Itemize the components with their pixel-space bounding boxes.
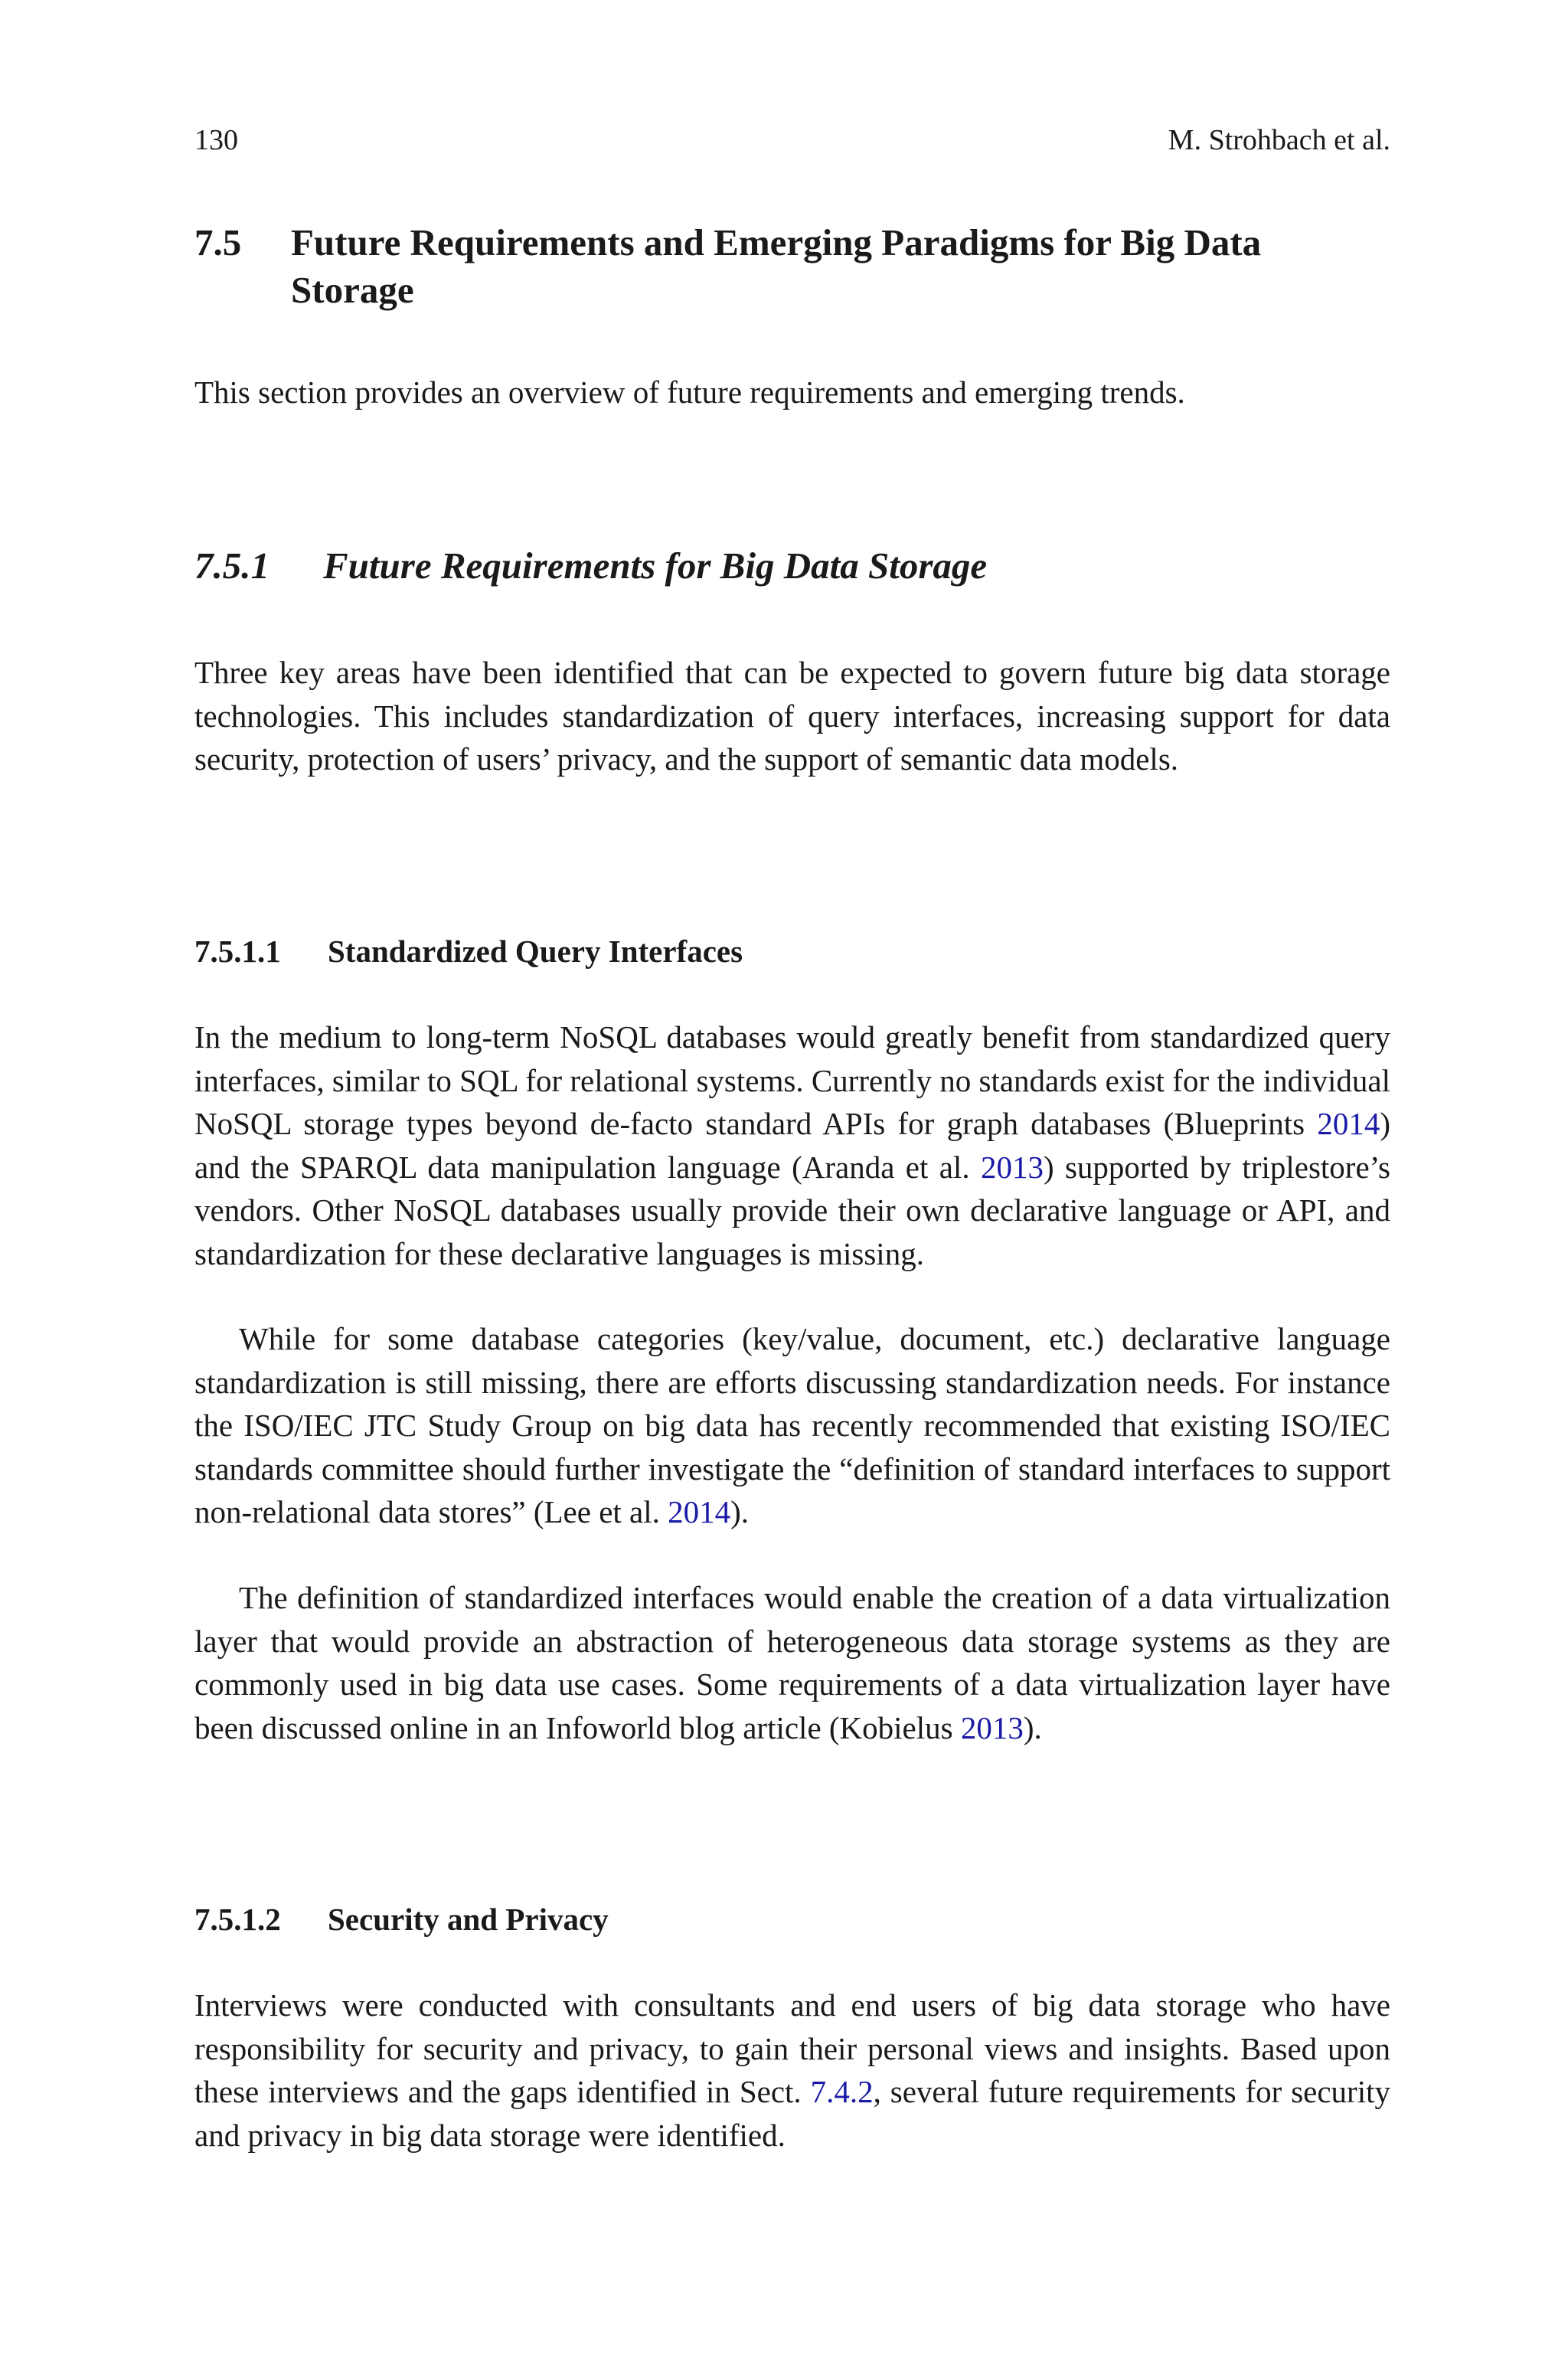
running-head-authors: M. Strohbach et al. bbox=[1168, 124, 1390, 156]
subsubsection-number: 7.5.1.1 bbox=[194, 934, 281, 969]
query-interfaces-paragraph-3: The definition of standardized interfaces would enable the creation of a data virtualization layer that would provide an abstraction of heterogeneous data storage systems as they are commonly used in big data use cases. Some requirements of a data virtualization layer have been discussed online in an Infoworld blog article (Kobielus 2013). bbox=[194, 1580, 1390, 1745]
section-heading bbox=[194, 219, 1390, 314]
query-interfaces-paragraph-1: In the medium to long-term NoSQL databases would greatly benefit from standardized query interfaces, similar to SQL for relational systems. Currently no standards exist for the individual NoSQL storage types beyond de-facto standard APIs for graph databases (Blueprints 2014) and the SPARQL data manipulation language (Aranda et al. 2013) supported by triplestore’s vendors. Other NoSQL databases usually provide their own declarative language or API, and standardization for these declarative languages is missing. bbox=[194, 1019, 1390, 1271]
running-head bbox=[194, 123, 1390, 168]
section-title: Future Requirements and Emerging Paradigms for Big Data Storage bbox=[291, 221, 1262, 311]
citation-link[interactable]: 2014 bbox=[668, 1494, 731, 1529]
citation-link[interactable]: 2013 bbox=[980, 1149, 1044, 1185]
security-privacy-paragraph-1: Interviews were conducted with consultants and end users of big data storage who have responsibility for security and privacy, to gain their personal views and insights. Based upon these interviews and the gaps identified in Sect. 7.4.2, several future requirements for security and privacy in big data storage were identified. bbox=[194, 1987, 1390, 2153]
subsection-intro-paragraph: Three key areas have been identified that can be expected to govern future big data storage technologies. This includes standardization of query interfaces, increasing support for data security, protection of users’ privacy, and the support of semantic data models. bbox=[194, 655, 1390, 777]
subsubsection-title: Security and Privacy bbox=[328, 1902, 609, 1937]
query-interfaces-paragraph-2: While for some database categories (key/value, document, etc.) declarative language standardization is still missing, there are efforts discussing standardization needs. For instance the ISO/IEC JTC Study Group on big data has recently recommended that existing ISO/IEC standards committee should further investigate the “definition of standard interfaces to support non-relational data stores” (Lee et al. 2014). bbox=[194, 1321, 1390, 1529]
citation-link[interactable]: 2013 bbox=[960, 1709, 1024, 1745]
subsubsection-title: Standardized Query Interfaces bbox=[328, 934, 743, 969]
section-number: 7.5 bbox=[194, 221, 242, 263]
subsection-number: 7.5.1 bbox=[194, 545, 270, 587]
subsubsection-number: 7.5.1.2 bbox=[194, 1902, 281, 1937]
page-number: 130 bbox=[194, 124, 238, 156]
section-reference-link[interactable]: 7.4.2 bbox=[810, 2074, 874, 2109]
citation-link[interactable]: 2014 bbox=[1317, 1106, 1380, 1141]
section-intro-paragraph: This section provides an overview of future requirements and emerging trends. bbox=[194, 375, 1185, 410]
subsection-title: Future Requirements for Big Data Storage bbox=[323, 545, 988, 587]
